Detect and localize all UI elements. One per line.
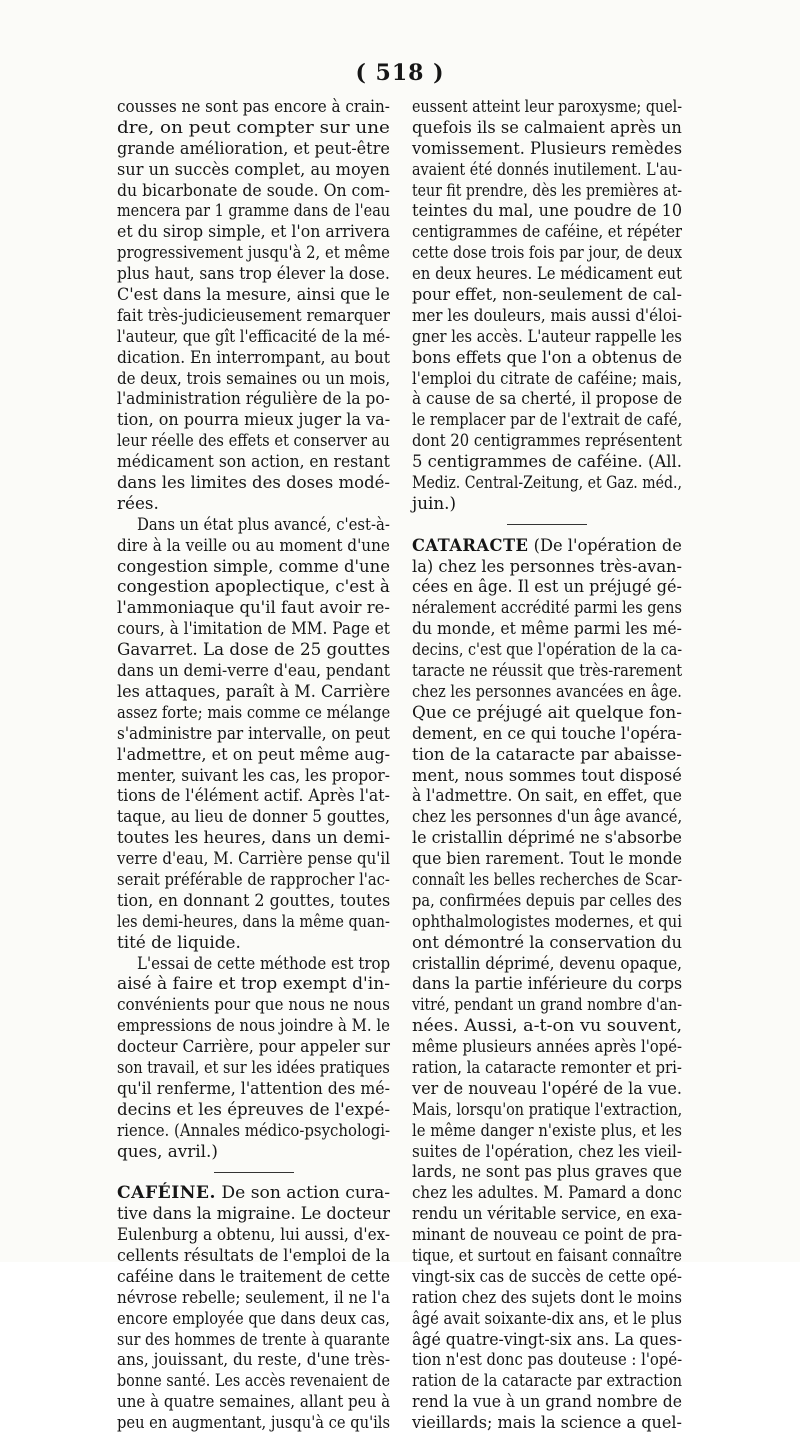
text-line <box>117 159 390 180</box>
text-line-content: L'essai de cette méthode est trop <box>137 952 391 973</box>
text-line <box>412 159 682 180</box>
text-line-content: vomissement. Plusieurs remèdes <box>412 137 683 158</box>
text-line <box>412 1349 682 1370</box>
text-line-content: dire à la veille ou au moment d'une <box>117 534 390 555</box>
text-line <box>412 305 682 326</box>
text-line <box>117 96 390 117</box>
text-line-content: tique, et surtout en faisant connaître <box>412 1244 682 1265</box>
text-line <box>412 368 682 389</box>
text-line-content: pa, confirmées depuis par celles des <box>412 889 682 910</box>
text-line-content: l'administration régulière de la po- <box>117 388 390 409</box>
text-line-content: docteur Carrière, pour appeler sur <box>117 1036 391 1057</box>
text-line <box>117 1015 390 1036</box>
text-line-content: bons effets que l'on a obtenus de <box>412 346 683 367</box>
text-line <box>117 765 390 786</box>
text-line-content: Dans un état plus avancé, c'est-à- <box>137 513 390 534</box>
text-line <box>117 1329 390 1350</box>
text-line <box>117 702 390 723</box>
text-line <box>117 535 390 556</box>
left-column <box>117 96 390 1433</box>
text-line <box>412 347 682 368</box>
text-line <box>412 388 682 409</box>
text-line <box>412 1120 682 1141</box>
text-line <box>412 618 682 639</box>
text-line-content: vitré, pendant un grand nombre d'an- <box>412 994 682 1015</box>
text-line <box>117 1370 390 1391</box>
text-line-content: cées en âge. Il est un préjugé gé- <box>412 576 682 597</box>
text-line <box>117 284 390 305</box>
text-line <box>117 326 390 347</box>
text-line-content: tion, on pourra mieux juger la va- <box>117 409 391 430</box>
text-line-content: taracte ne réussit que très-rarement <box>412 660 683 681</box>
text-line-content: le remplacer par de l'extrait de café, <box>412 409 683 430</box>
text-line <box>117 890 390 911</box>
text-line <box>412 493 682 514</box>
text-line-content: du monde, et même parmi les mé- <box>412 618 682 639</box>
text-line-content: sur un succès complet, au moyen <box>117 158 390 179</box>
text-line-content: la) chez les personnes très-avan- <box>412 555 683 576</box>
text-line-content: cristallin déprimé, devenu opaque, <box>412 952 683 973</box>
text-line <box>412 994 682 1015</box>
text-line <box>117 785 390 806</box>
text-line-content: de deux, trois semaines ou un mois, <box>117 367 391 388</box>
text-line-content: rendu un véritable service, en exa- <box>412 1203 683 1224</box>
text-line-content: tité de liquide. <box>117 931 241 952</box>
text-line <box>412 869 682 890</box>
text-line <box>117 117 390 138</box>
text-line-content: pour effet, non-seulement de cal- <box>412 284 682 305</box>
text-line <box>117 451 390 472</box>
text-line-content: cousses ne sont pas encore à crain- <box>117 96 390 116</box>
text-line-content: tion de la cataracte par abaisse- <box>412 743 682 764</box>
text-line <box>412 1245 682 1266</box>
text-line <box>117 660 390 681</box>
text-line <box>412 1141 682 1162</box>
text-line <box>412 1203 682 1224</box>
text-line-content: chez les adultes. M. Pamard a donc <box>412 1182 682 1203</box>
section-heading-line <box>412 535 682 556</box>
text-line <box>117 472 390 493</box>
text-line-content: même plusieurs années après l'opé- <box>412 1036 683 1057</box>
text-line-content: decins, c'est que l'opération de la ca- <box>412 639 683 660</box>
text-line <box>412 556 682 577</box>
text-line <box>117 1391 390 1412</box>
text-line-content: decins et les épreuves de l'expé- <box>117 1098 390 1119</box>
text-line-content: dans un demi-verre d'eau, pendant <box>117 660 390 681</box>
text-line-content: dement, en ce qui touche l'opéra- <box>412 722 682 743</box>
text-line-content: que bien rarement. Tout le monde <box>412 848 683 869</box>
text-line-content: toutes les heures, dans un demi- <box>117 827 391 848</box>
text-line-content: âgé quatre-vingt-six ans. La ques- <box>412 1328 683 1349</box>
text-line-content: juin.) <box>412 492 457 513</box>
text-line-content: Que ce préjugé ait quelque fon- <box>412 701 682 722</box>
text-line <box>117 1057 390 1078</box>
text-line <box>412 96 682 117</box>
text-line-content: suites de l'opération, chez les vieil- <box>412 1140 682 1161</box>
text-line-content: vingt-six cas de succès de cette opé- <box>412 1265 682 1286</box>
text-line-content: mencera par 1 gramme dans de l'eau <box>117 200 391 221</box>
text-line-content: dre, on peut compter sur une <box>117 116 390 137</box>
text-line <box>412 1161 682 1182</box>
text-line <box>117 242 390 263</box>
text-line <box>412 1370 682 1391</box>
text-line <box>412 1329 682 1350</box>
text-line <box>412 138 682 159</box>
text-line-content: encore employée que dans deux cas, <box>117 1307 390 1328</box>
text-line-content: caféine dans le traitement de cette <box>117 1265 391 1286</box>
text-line <box>412 1036 682 1057</box>
text-line-content: qu'il renferme, l'attention des mé- <box>117 1077 390 1098</box>
text-line-content: les attaques, paraît à M. Carrière <box>117 680 391 701</box>
text-line-content: gner les accès. L'auteur rappelle les <box>412 325 682 346</box>
text-line-content: aisé à faire et trop exempt d'in- <box>117 973 391 994</box>
text-line-content: à cause de sa cherté, il propose de <box>412 388 683 409</box>
text-line <box>117 973 390 994</box>
text-line-content: empressions de nous joindre à M. le <box>117 1015 390 1036</box>
text-line-content: ans, jouissant, du reste, d'une très- <box>117 1349 391 1370</box>
text-line-content: centigrammes de caféine, et répéter <box>412 221 683 242</box>
text-line <box>117 493 390 514</box>
text-line <box>117 305 390 326</box>
text-line <box>412 953 682 974</box>
text-line <box>117 576 390 597</box>
text-line <box>412 1391 682 1412</box>
text-line <box>117 1120 390 1141</box>
text-line <box>412 848 682 869</box>
text-line-content: 5 centigrammes de caféine. (All. <box>412 451 683 472</box>
text-line-content: en deux heures. Le médicament eut <box>412 263 683 284</box>
text-line-content: tions de l'élément actif. Après l'at- <box>117 785 390 806</box>
text-line <box>117 618 390 639</box>
text-line <box>117 430 390 451</box>
text-line <box>412 1224 682 1245</box>
text-line-content: congestion simple, comme d'une <box>117 555 391 576</box>
text-line-content: Mais, lorsqu'on pratique l'extraction, <box>412 1098 683 1119</box>
text-line-content: taque, au lieu de donner 5 gouttes, <box>117 806 390 827</box>
text-line-content: vieillards; mais la science a quel- <box>412 1412 682 1433</box>
section-divider <box>117 1161 390 1182</box>
text-line-content: plus haut, sans trop élever la dose. <box>117 263 390 284</box>
text-line <box>412 263 682 284</box>
text-line <box>412 744 682 765</box>
text-line-content: tion n'est donc pas douteuse : l'opé- <box>412 1349 683 1370</box>
page-number: ( 518 ) <box>355 60 445 86</box>
text-line <box>117 681 390 702</box>
text-line-content: néralement accrédité parmi les gens <box>412 597 682 618</box>
text-line <box>117 1412 390 1433</box>
text-line-content: ration de la cataracte par extraction <box>412 1370 683 1391</box>
text-line <box>117 556 390 577</box>
section-divider <box>412 514 682 535</box>
text-line <box>412 973 682 994</box>
text-line-content: cette dose trois fois par jour, de deux <box>412 242 683 263</box>
text-line-content: CAFÉINE. De son action cura- <box>117 1182 391 1203</box>
text-line <box>117 744 390 765</box>
text-line <box>412 681 682 702</box>
text-line <box>117 200 390 221</box>
text-line <box>412 890 682 911</box>
text-line-content: Gavarret. La dose de 25 gouttes <box>117 639 391 660</box>
text-line <box>117 1099 390 1120</box>
text-line <box>412 1015 682 1036</box>
text-line <box>412 1287 682 1308</box>
text-line <box>412 1078 682 1099</box>
text-line-content: chez les personnes d'un âge avancé, <box>412 806 683 827</box>
text-line-content: menter, suivant les cas, les propor- <box>117 764 390 785</box>
text-line <box>412 200 682 221</box>
text-line <box>117 138 390 159</box>
text-line-content: l'auteur, que gît l'efficacité de la mé- <box>117 325 391 346</box>
text-line-content: dans la partie inférieure du corps <box>412 973 683 994</box>
text-line-content: cours, à l'imitation de MM. Page et <box>117 618 390 639</box>
text-line <box>117 869 390 890</box>
text-line-content: son travail, et sur les idées pratiques <box>117 1056 390 1077</box>
text-line-content: teintes du mal, une poudre de 10 <box>412 200 683 221</box>
text-line-content: minant de nouveau ce point de pra- <box>412 1224 683 1245</box>
text-line <box>412 409 682 430</box>
text-line-content: Eulenburg a obtenu, lui aussi, d'ex- <box>117 1224 391 1245</box>
text-line <box>412 221 682 242</box>
text-line <box>412 827 682 848</box>
text-line <box>117 1308 390 1329</box>
text-line-content: tive dans la migraine. Le docteur <box>117 1203 391 1224</box>
text-line <box>117 1141 390 1162</box>
text-line <box>117 723 390 744</box>
text-line <box>117 597 390 618</box>
text-line-content: ration, la cataracte remonter et pri- <box>412 1056 682 1077</box>
text-line <box>412 1308 682 1329</box>
text-line <box>412 1182 682 1203</box>
text-line-content: congestion apoplectique, c'est à <box>117 576 390 597</box>
text-line-content: dont 20 centigrammes représentent <box>412 430 682 451</box>
text-line <box>117 221 390 242</box>
text-line-content: leur réelle des effets et conserver au <box>117 430 390 451</box>
text-line-content: verre d'eau, M. Carrière pense qu'il <box>117 848 391 869</box>
text-line-content: Mediz. Central-Zeitung, et Gaz. méd., <box>412 472 683 493</box>
text-line <box>412 472 682 493</box>
text-line-content: lards, ne sont pas plus graves que <box>412 1161 682 1182</box>
text-line-content: avaient été donnés inutilement. L'au- <box>412 158 683 179</box>
text-line-content: CATARACTE (De l'opération de <box>412 534 682 555</box>
text-line <box>412 639 682 660</box>
text-line <box>412 660 682 681</box>
text-line <box>412 702 682 723</box>
text-line <box>117 639 390 660</box>
text-line <box>117 848 390 869</box>
text-line <box>117 1349 390 1370</box>
text-line-content: eussent atteint leur paroxysme; quel- <box>412 96 683 116</box>
text-line <box>117 514 390 535</box>
text-line-content: peu en augmentant, jusqu'à ce qu'ils <box>117 1412 391 1433</box>
text-line-content: ques, avril.) <box>117 1140 218 1161</box>
text-line-content: dans les limites des doses modé- <box>117 472 390 493</box>
text-line <box>117 368 390 389</box>
text-line-content: connaît les belles recherches de Scar- <box>412 868 683 889</box>
text-line-content: quefois ils se calmaient après un <box>412 116 682 137</box>
text-line-content: cellents résultats de l'emploi de la <box>117 1244 391 1265</box>
text-line <box>117 994 390 1015</box>
text-line <box>117 388 390 409</box>
text-line <box>412 597 682 618</box>
text-line-content: serait préférable de rapprocher l'ac- <box>117 868 390 889</box>
text-line-content: sur des hommes de trente à quarante <box>117 1328 390 1349</box>
text-line <box>412 932 682 953</box>
text-line <box>117 1245 390 1266</box>
text-line <box>412 284 682 305</box>
text-line <box>117 806 390 827</box>
text-line <box>117 953 390 974</box>
text-line <box>412 451 682 472</box>
text-line <box>412 326 682 347</box>
text-line-content: nées. Aussi, a-t-on vu souvent, <box>412 1015 683 1036</box>
text-line-content: médicament son action, en restant <box>117 451 390 472</box>
text-line-content: grande amélioration, et peut-être <box>117 137 390 158</box>
text-line-content: assez forte; mais comme ce mélange <box>117 701 391 722</box>
text-line <box>412 785 682 806</box>
text-line <box>117 409 390 430</box>
text-line-content: ration chez des sujets dont le moins <box>412 1286 682 1307</box>
text-line-content: les demi-heures, dans la même quan- <box>117 910 390 931</box>
text-line-content: et du sirop simple, et l'on arrivera <box>117 221 391 242</box>
text-line <box>117 1224 390 1245</box>
text-line-content: fait très-judicieusement remarquer <box>117 304 390 325</box>
text-line <box>117 263 390 284</box>
text-line <box>412 576 682 597</box>
text-line <box>117 827 390 848</box>
text-line <box>117 1287 390 1308</box>
text-line <box>412 765 682 786</box>
text-line <box>412 242 682 263</box>
text-line <box>412 117 682 138</box>
text-line-content: du bicarbonate de soude. On com- <box>117 179 390 200</box>
text-line <box>412 911 682 932</box>
text-line <box>412 430 682 451</box>
text-line <box>412 180 682 201</box>
text-line-content: dication. En interrompant, au bout <box>117 346 390 367</box>
text-line <box>117 932 390 953</box>
text-line-content: teur fit prendre, dès les premières at- <box>412 179 683 200</box>
text-line-content: âgé avait soixante-dix ans, et le plus <box>412 1307 682 1328</box>
text-line-content: convénients pour que nous ne nous <box>117 994 390 1015</box>
text-line-content: une à quatre semaines, allant peu à <box>117 1391 391 1412</box>
text-line-content: rience. (Annales médico-psychologi- <box>117 1119 391 1140</box>
text-line <box>412 723 682 744</box>
text-line-content: C'est dans la mesure, ainsi que le <box>117 284 390 305</box>
text-line <box>117 911 390 932</box>
text-line <box>117 1036 390 1057</box>
section-heading-line <box>117 1182 390 1203</box>
right-column <box>412 96 682 1433</box>
text-line-content: s'administre par intervalle, on peut <box>117 722 391 743</box>
text-line-content: névrose rebelle; seulement, il ne l'a <box>117 1286 391 1307</box>
text-line <box>412 1412 682 1433</box>
text-line-content: ver de nouveau l'opéré de la vue. <box>412 1077 682 1098</box>
text-line-content: l'admettre, et on peut même aug- <box>117 743 391 764</box>
text-line <box>412 1266 682 1287</box>
text-line-content: l'ammoniaque qu'il faut avoir re- <box>117 597 390 618</box>
text-line-content: mer les douleurs, mais aussi d'éloi- <box>412 304 682 325</box>
text-line <box>117 347 390 368</box>
text-line <box>117 180 390 201</box>
text-line <box>117 1266 390 1287</box>
text-line-content: ont démontré la conservation du <box>412 931 683 952</box>
text-line-content: ment, nous sommes tout disposé <box>412 764 682 785</box>
text-line-content: bonne santé. Les accès revenaient de <box>117 1370 390 1391</box>
text-line-content: rend la vue à un grand nombre de <box>412 1391 682 1412</box>
text-line-content: progressivement jusqu'à 2, et même <box>117 242 390 263</box>
text-line-content: le même danger n'existe plus, et les <box>412 1119 683 1140</box>
text-line-content: à l'admettre. On sait, en effet, que <box>412 785 682 806</box>
text-line-content: tion, en donnant 2 gouttes, toutes <box>117 889 391 910</box>
text-line <box>117 1078 390 1099</box>
text-line-content: le cristallin déprimé ne s'absorbe <box>412 827 682 848</box>
text-line-content: l'emploi du citrate de caféine; mais, <box>412 367 682 388</box>
text-line <box>412 1099 682 1120</box>
text-line-content: ophthalmologistes modernes, et qui <box>412 910 682 931</box>
text-line-content: chez les personnes avancées en âge. <box>412 680 682 701</box>
text-line <box>412 806 682 827</box>
text-line <box>412 1057 682 1078</box>
text-line-content: rées. <box>117 492 159 513</box>
text-line <box>117 1203 390 1224</box>
